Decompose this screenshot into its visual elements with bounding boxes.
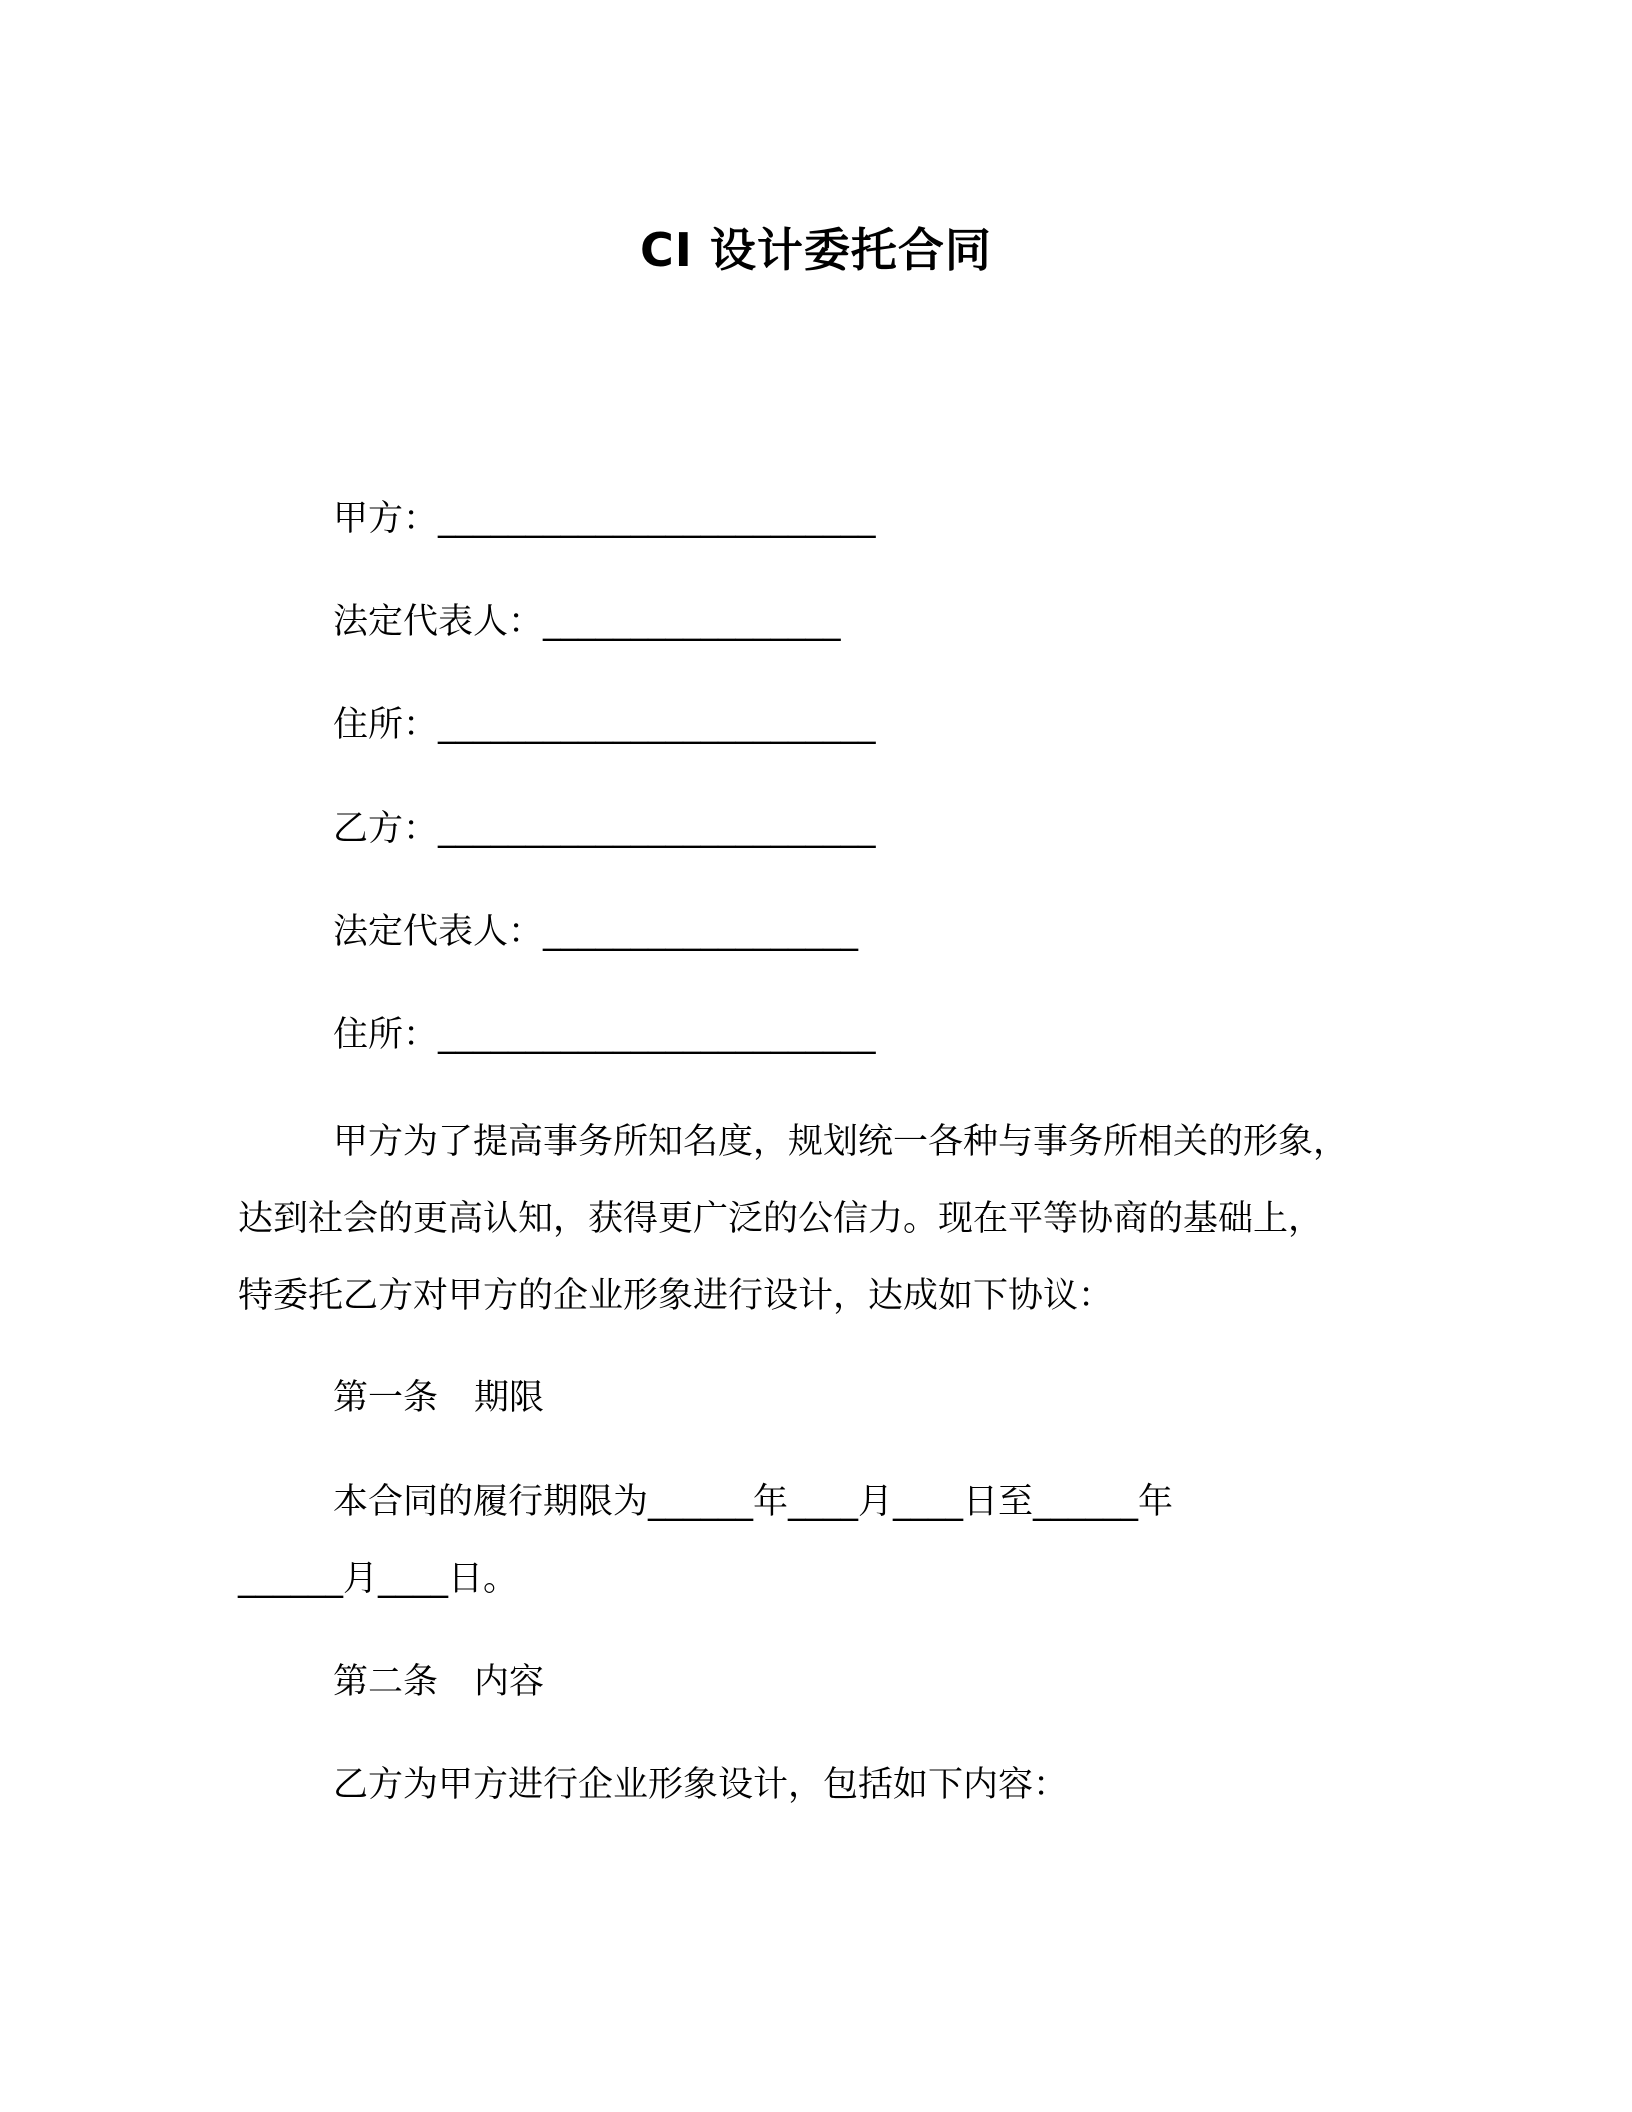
article-1-number: 第一条 bbox=[333, 1378, 439, 1418]
article-2-name: 内容 bbox=[474, 1662, 545, 1702]
party-b-address-field: 住所：_________________________ bbox=[333, 1015, 876, 1055]
article-1-name: 期限 bbox=[474, 1378, 545, 1418]
intro-line-1: 甲方为了提高事务所知名度，规划统一各种与事务所相关的形象， bbox=[333, 1122, 1349, 1162]
article-2-number: 第二条 bbox=[333, 1662, 439, 1702]
article-1-heading bbox=[333, 1376, 544, 1420]
article-2-line-1: 乙方为甲方进行企业形象设计，包括如下内容： bbox=[333, 1765, 1069, 1805]
article-1-line-1: 本合同的履行期限为______年____月____日至______年 bbox=[333, 1482, 1174, 1522]
document-title: CI 设计委托合同 bbox=[640, 223, 992, 277]
party-a-representative-field: 法定代表人：_________________ bbox=[333, 602, 841, 642]
intro-line-3: 特委托乙方对甲方的企业形象进行设计，达成如下协议： bbox=[238, 1276, 1114, 1316]
party-a-field: 甲方：_________________________ bbox=[333, 499, 876, 539]
article-2-heading bbox=[333, 1660, 544, 1704]
article-1-line-2: ______月____日。 bbox=[238, 1559, 519, 1599]
intro-line-2: 达到社会的更高认知，获得更广泛的公信力。现在平等协商的基础上， bbox=[238, 1199, 1324, 1239]
party-a-address-field: 住所：_________________________ bbox=[333, 705, 876, 745]
party-b-field: 乙方：_________________________ bbox=[333, 809, 876, 849]
party-b-representative-field: 法定代表人：__________________ bbox=[333, 912, 859, 952]
